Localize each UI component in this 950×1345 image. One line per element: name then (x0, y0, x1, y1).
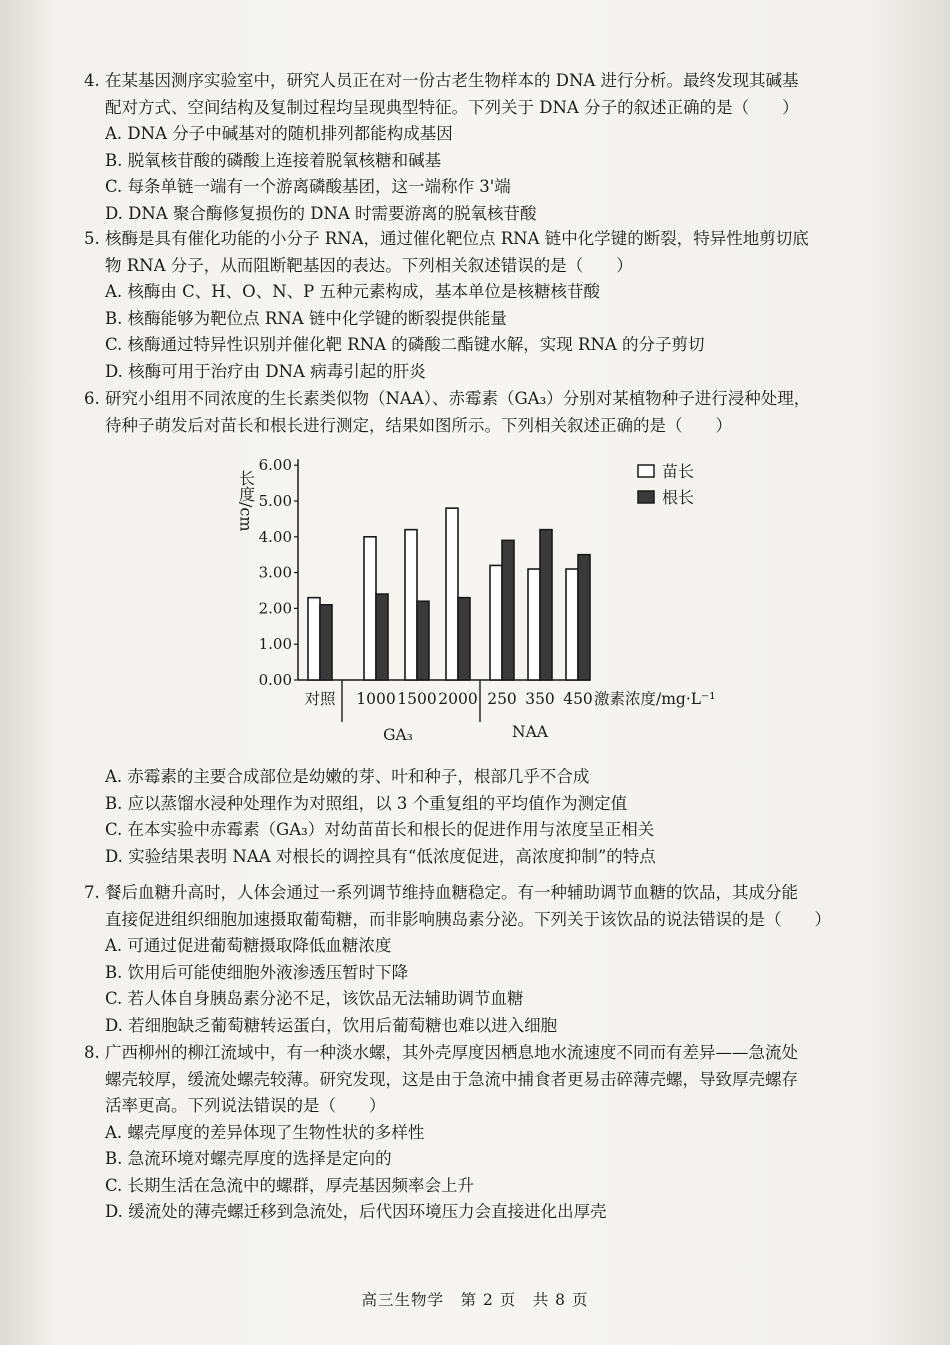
question-4-option-a: A. DNA 分子中碱基对的随机排列都能构成基因 (105, 124, 453, 143)
question-6-option-d: D. 实验结果表明 NAA 对根长的调控具有“低浓度促进，高浓度抑制”的特点 (105, 846, 656, 866)
question-6-option-c: C. 在本实验中赤霉素（GA₃）对幼苗苗长和根长的促进作用与浓度呈正相关 (105, 820, 655, 839)
bar-root-length (458, 598, 470, 680)
question-6-stem-line-1: 6. 研究小组用不同浓度的生长素类似物（NAA）、赤霉素（GA₃）分别对某植物种子进行浸种处理， (84, 389, 811, 408)
y-tick-label: 5.00 (258, 492, 292, 510)
legend-label: 根长 (662, 488, 695, 507)
question-8-option-a: A. 螺壳厚度的差异体现了生物性状的多样性 (105, 1122, 425, 1142)
bar-seedling-length (308, 598, 320, 680)
x-tick-label: 对照 (304, 690, 336, 708)
question-4-stem-line-2: 配对方式、空间结构及复制过程均呈现典型特征。下列关于 DNA 分子的叙述正确的是（ ） (105, 97, 799, 117)
group-label-ga3: GA₃ (383, 726, 413, 744)
question-7-option-c: C. 若人体自身胰岛素分泌不足，该饮品无法辅助调节血糖 (105, 989, 524, 1008)
y-tick-label: 0.00 (258, 671, 292, 689)
legend-swatch (638, 491, 654, 503)
bar-seedling-length (364, 537, 376, 680)
question-4-option-c: C. 每条单链一端有一个游离磷酸基团，这一端称作 3'端 (105, 177, 511, 196)
bar-seedling-length (566, 569, 578, 680)
bar-seedling-length (446, 508, 458, 680)
question-7-stem-line-2: 直接促进组织细胞加速摄取葡萄糖，而非影响胰岛素分泌。下列关于该饮品的说法错误的是（ ） (105, 909, 831, 929)
question-6-stem-line-2: 待种子萌发后对苗长和根长进行测定，结果如图所示。下列相关叙述正确的是（ ） (105, 415, 732, 435)
question-8-stem-line-1: 8. 广西柳州的柳江流域中，有一种淡水螺，其外壳厚度因栖息地水流速度不同而有差异——急流处 (84, 1043, 798, 1062)
bar-root-length (502, 540, 514, 680)
y-tick-label: 1.00 (258, 635, 292, 654)
question-8 (84, 1040, 884, 1226)
question-6-options (84, 764, 884, 870)
question-7 (84, 880, 884, 1039)
question-7-option-b: B. 饮用后可能使细胞外液渗透压暂时下降 (105, 962, 409, 982)
bar-seedling-length (405, 530, 417, 680)
y-tick-label: 2.00 (258, 599, 292, 618)
question-6-option-b: B. 应以蒸馏水浸种处理作为对照组，以 3 个重复组的平均值作为测定值 (105, 793, 628, 813)
bar-root-length (540, 530, 552, 680)
question-4-option-b: B. 脱氧核苷酸的磷酸上连接着脱氧核糖和碱基 (105, 150, 442, 170)
question-5-option-b: B. 核酶能够为靶位点 RNA 链中化学键的断裂提供能量 (105, 308, 507, 328)
x-tick-label: 1000 (356, 690, 396, 708)
legend-swatch (638, 465, 654, 477)
group-label-naa: NAA (512, 723, 548, 741)
x-axis-label: 激素浓度/mg·L⁻¹ (594, 690, 716, 708)
y-tick-label: 3.00 (258, 563, 292, 582)
question-6-stem (84, 386, 884, 439)
page-footer: 高三生物学 第 2 页 共 8 页 (361, 1291, 589, 1309)
bar-root-length (578, 555, 590, 680)
question-7-option-d: D. 若细胞缺乏葡萄糖转运蛋白，饮用后葡萄糖也难以进入细胞 (105, 1015, 558, 1035)
bar-root-length (376, 594, 388, 680)
bar-seedling-length (490, 565, 502, 680)
bar-seedling-length (528, 569, 540, 680)
growth-bar-chart (220, 446, 740, 756)
y-tick-label: 4.00 (258, 527, 292, 546)
question-5 (84, 226, 884, 385)
y-axis-label: 长度/cm (236, 470, 256, 532)
bar-root-length (320, 605, 332, 680)
question-6-option-a: A. 赤霉素的主要合成部位是幼嫩的芽、叶和种子，根部几乎不合成 (105, 767, 590, 786)
bar-root-length (417, 601, 429, 680)
question-8-stem-line-3: 活率更高。下列说法错误的是（ ） (105, 1096, 386, 1115)
question-8-option-b: B. 急流环境对螺壳厚度的选择是定向的 (105, 1149, 392, 1168)
question-8-option-c: C. 长期生活在急流中的螺群，厚壳基因频率会上升 (105, 1175, 475, 1195)
x-tick-label: 2000 (438, 690, 478, 708)
x-tick-label: 1500 (397, 690, 437, 708)
question-8-stem-line-2: 螺壳较厚，缓流处螺壳较薄。研究发现，这是由于急流中捕食者更易击碎薄壳螺，导致厚壳螺存 (105, 1069, 798, 1089)
y-tick-label: 6.00 (258, 456, 292, 475)
question-5-option-c: C. 核酶通过特异性识别并催化靶 RNA 的磷酸二酯键水解，实现 RNA 的分子剪切 (105, 335, 705, 354)
question-5-stem-line-1: 5. 核酶是具有催化功能的小分子 RNA，通过催化靶位点 RNA 链中化学键的断裂，特异性地剪切底 (84, 229, 809, 248)
question-4 (84, 68, 884, 227)
question-4-stem-line-1: 4. 在某基因测序实验室中，研究人员正在对一份古老生物样本的 DNA 进行分析。最终发现其碱基 (84, 71, 799, 90)
question-4-option-d: D. DNA 聚合酶修复损伤的 DNA 时需要游离的脱氧核苷酸 (105, 203, 537, 223)
question-8-option-d: D. 缓流处的薄壳螺迁移到急流处，后代因环境压力会直接进化出厚壳 (105, 1202, 607, 1221)
question-7-stem-line-1: 7. 餐后血糖升高时，人体会通过一系列调节维持血糖稳定。有一种辅助调节血糖的饮品，其成分能 (84, 883, 798, 902)
question-7-option-a: A. 可通过促进葡萄糖摄取降低血糖浓度 (105, 936, 392, 955)
question-5-option-a: A. 核酶由 C、H、O、N、P 五种元素构成，基本单位是核糖核苷酸 (105, 282, 600, 301)
x-tick-label: 250 (487, 690, 517, 708)
x-tick-label: 450 (563, 690, 593, 708)
question-5-stem-line-2: 物 RNA 分子，从而阻断靶基因的表达。下列相关叙述错误的是（ ） (105, 255, 633, 275)
question-5-option-d: D. 核酶可用于治疗由 DNA 病毒引起的肝炎 (105, 361, 426, 381)
x-tick-label: 350 (525, 690, 555, 708)
legend-label: 苗长 (662, 462, 695, 481)
